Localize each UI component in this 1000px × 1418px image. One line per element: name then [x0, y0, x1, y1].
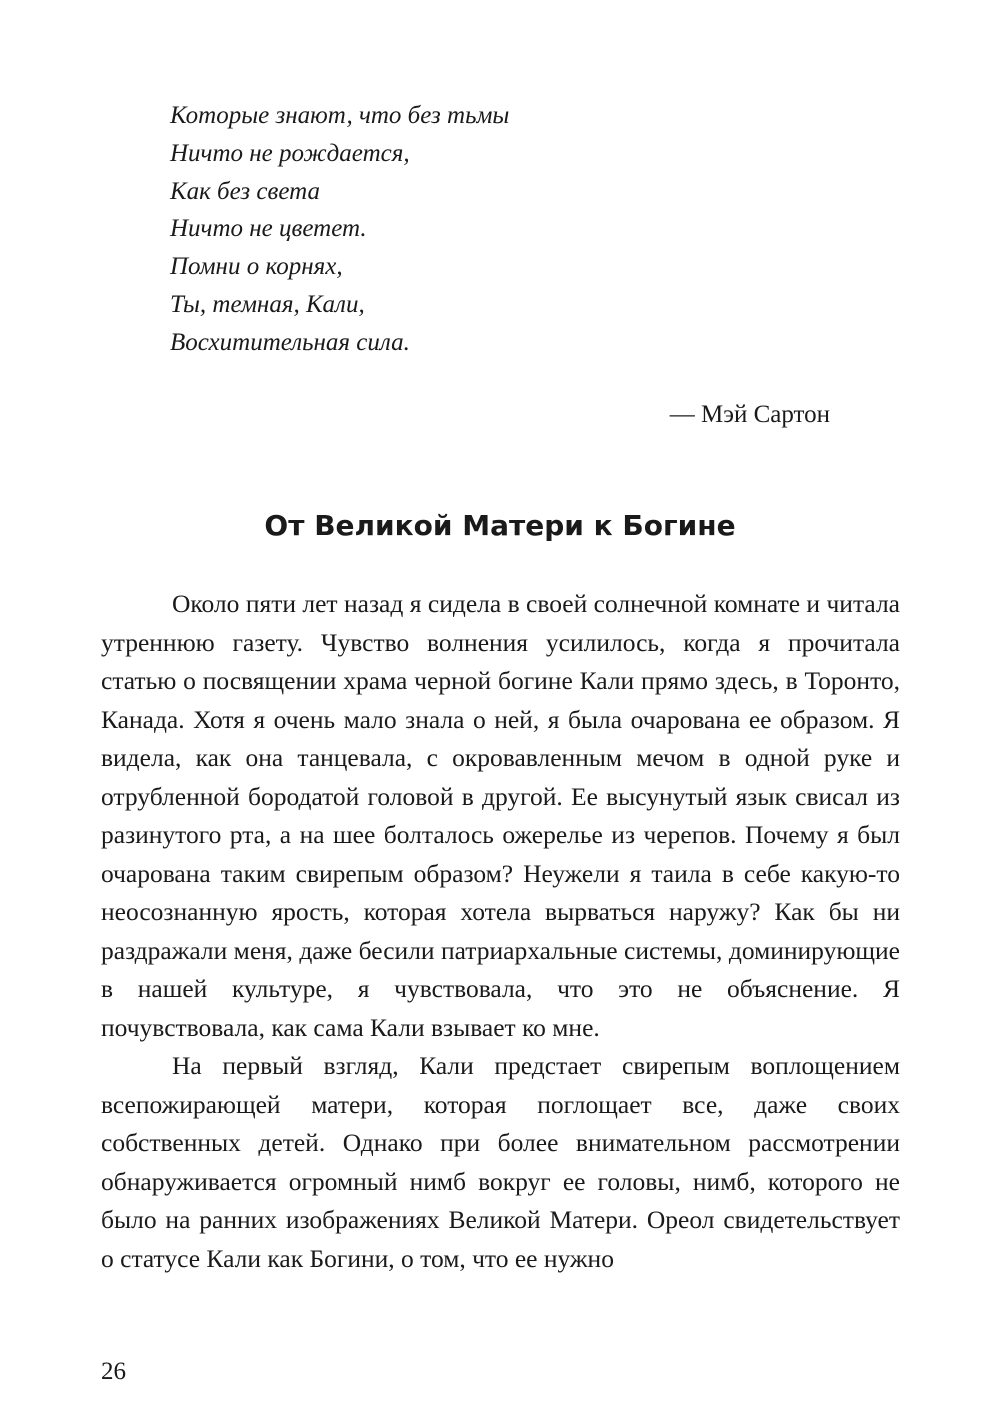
paragraph: Около пяти лет назад я сидела в своей солнечной комнате и читала утреннюю газету. Чувство волнения усилилось, когда я прочитала статью о посвящении храма черной богине Кали прямо здесь, в Торонто, Канада. Хотя я очень мало знала о ней, я была очарована ее образом. Я видела, как она танцевала, с окровавленным мечом в одной руке и отрубленной бородатой головой в другой. Ее высунутый язык свисал из разинутого рта, а на шее болталось ожерелье из черепов. Почему я был очарована таким свирепым образом? Неужели я таила в себе какую-то неосознанную ярость, которая хотела вырваться наружу? Как бы ни раздражали меня, даже бесили патриархальные системы, доминирующие в нашей культуре, я чувствовала, что это не объяснение. Я почувствовала, как сама Кали взывает ко мне. [101, 589, 900, 1042]
body-text [101, 585, 900, 1278]
poem-line: Ты, темная, Кали, [170, 290, 365, 318]
poem-line: Восхитительная сила. [170, 328, 410, 356]
section-heading: От Великой Матери к Богине [264, 509, 736, 542]
paragraph: На первый взгляд, Кали предстает свирепым воплощением всепожирающей матери, которая поглощает все, даже своих собственных детей. Однако при более внимательном рассмотрении обнаруживается огромный нимб вокруг ее головы, нимб, которого не было на ранних изображениях Великой Матери. Ореол свидетельствует о статусе Кали как Богини, о том, что ее нужно [101, 1051, 900, 1273]
page-number: 26 [101, 1358, 126, 1385]
poem-line: Помни о корнях, [170, 253, 343, 281]
poem-line: Ничто не рождается, [170, 139, 410, 167]
poem-line: Как без света [170, 177, 320, 205]
epigraph-poem [170, 97, 870, 362]
poem-line: Которые знают, что без тьмы [170, 102, 510, 129]
poem-attribution: — Мэй Сартон [669, 401, 830, 428]
poem-line: Ничто не цветет. [170, 215, 367, 243]
